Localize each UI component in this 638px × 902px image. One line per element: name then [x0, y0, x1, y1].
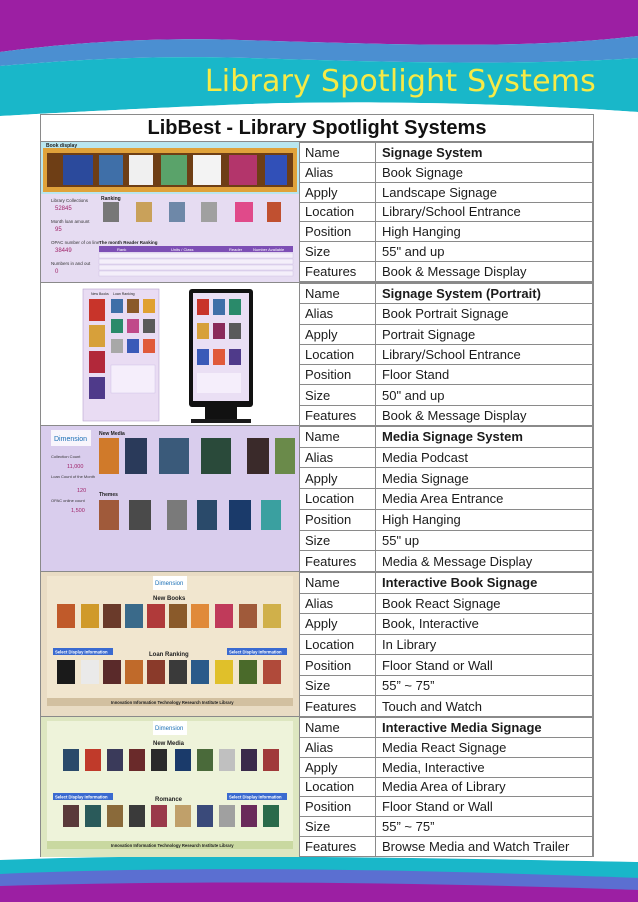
portrait-new-books-label: New Books [91, 292, 109, 296]
section-interactive-book-signage [41, 571, 593, 717]
spec-label: Alias [299, 737, 376, 757]
signage-portrait-image [41, 283, 300, 426]
media-collection-count-label: Collection Count [51, 454, 81, 459]
spec-label: Apply [299, 468, 376, 489]
media-collection-count-value: 11,000 [67, 464, 84, 470]
month-loan-label: Month loan amount [51, 219, 90, 224]
spec-value: Floor Stand [376, 365, 593, 385]
spec-label: Size [299, 242, 376, 262]
media-new-media-label: New Media [99, 431, 125, 437]
spec-value: Book React Signage [376, 593, 593, 614]
spec-value: 50" and up [376, 385, 593, 405]
reader-header-reader: Reader [229, 247, 243, 252]
spec-value: Media, Interactive [376, 757, 593, 777]
spec-value: Interactive Media Signage [376, 718, 593, 738]
media-opac-count-label: OPAC online count [51, 498, 85, 503]
spec-value: Media Podcast [376, 447, 593, 468]
spec-label: Apply [299, 182, 376, 202]
interactive-book-spec-table [299, 572, 593, 717]
spec-label: Name [299, 427, 376, 448]
spec-value: Landscape Signage [376, 182, 593, 202]
spec-label: Alias [299, 304, 376, 324]
spec-label: Name [299, 718, 376, 738]
media-themes-label: Themes [99, 492, 118, 498]
interactive-media-spec-table [299, 717, 593, 857]
signage-portrait-spec-table [299, 283, 593, 426]
spec-value: 55" up [376, 530, 593, 551]
signage-system-spec-table [299, 142, 593, 282]
spec-value: Library/School Entrance [376, 202, 593, 222]
spec-label: Size [299, 385, 376, 405]
footer-wave-background [0, 852, 638, 902]
spec-label: Apply [299, 614, 376, 635]
media-signage-spec-table [299, 426, 593, 572]
spec-label: Features [299, 696, 376, 717]
spec-label: Position [299, 365, 376, 385]
spec-value: Portrait Signage [376, 324, 593, 344]
spec-value: Book Signage [376, 162, 593, 182]
spec-sheet [40, 114, 594, 857]
spec-label: Name [299, 143, 376, 163]
spec-value: Signage System [376, 143, 593, 163]
spec-value: Media & Message Display [376, 551, 593, 572]
spec-value: 55” ~ 75” [376, 817, 593, 837]
interactive-media-image [41, 717, 300, 857]
portrait-loan-ranking-label: Loan Ranking [113, 292, 135, 296]
reader-ranking-title: The month Reader Ranking [99, 240, 158, 245]
interactive-book-image [41, 572, 300, 717]
spec-label: Location [299, 489, 376, 510]
media-react-new-media-label: New Media [153, 741, 185, 747]
spec-value: Book & Message Display [376, 405, 593, 425]
spec-value: Book Portrait Signage [376, 304, 593, 324]
spec-label: Location [299, 344, 376, 364]
spec-label: Location [299, 202, 376, 222]
book-select-info-left[interactable]: Select Display Information [55, 649, 108, 655]
spec-value: Library/School Entrance [376, 344, 593, 364]
spec-value: Book, Interactive [376, 614, 593, 635]
spec-label: Position [299, 222, 376, 242]
spec-label: Position [299, 655, 376, 676]
book-footer-institute: Innovation Information Technology Research Institute Library [111, 700, 234, 705]
spec-label: Alias [299, 162, 376, 182]
book-brand-logo: Dimension [155, 581, 184, 587]
section-signage-system [41, 142, 593, 282]
spec-label: Location [299, 777, 376, 797]
media-select-info-right[interactable]: Select Display Information [229, 794, 282, 800]
opac-online-label: OPAC number of on line [51, 240, 100, 245]
book-select-info-right[interactable]: Select Display Information [229, 649, 282, 655]
spec-value: Media Signage [376, 468, 593, 489]
spec-label: Position [299, 797, 376, 817]
reader-header-available: Number Available [253, 247, 285, 252]
spec-label: Features [299, 551, 376, 572]
spec-value: Interactive Book Signage [376, 573, 593, 594]
section-media-signage-system [41, 425, 593, 572]
library-collections-value: 52845 [55, 206, 72, 212]
spec-value: High Hanging [376, 509, 593, 530]
book-new-books-label: New Books [153, 596, 186, 602]
media-loan-count-label: Loan Count of the Month [51, 474, 96, 479]
spec-label: Size [299, 530, 376, 551]
media-brand-logo: Dimension [54, 436, 88, 443]
spec-value: High Hanging [376, 222, 593, 242]
media-opac-count-value: 1,500 [71, 508, 85, 514]
media-romance-label: Romance [155, 797, 183, 803]
opac-online-value: 38449 [55, 248, 72, 254]
spec-value: Media React Signage [376, 737, 593, 757]
media-footer-institute: Innovation Information Technology Research Institute Library [111, 843, 234, 848]
signage-system-image [41, 142, 300, 282]
spec-value: Media Area Entrance [376, 489, 593, 510]
spec-label: Position [299, 509, 376, 530]
sheet-title: LibBest - Library Spotlight Systems [41, 115, 593, 142]
spec-label: Apply [299, 324, 376, 344]
header-wave-background [0, 0, 638, 118]
page-title: Library Spotlight Systems [204, 64, 596, 99]
spec-value: Floor Stand or Wall [376, 655, 593, 676]
spec-label: Alias [299, 447, 376, 468]
spec-label: Alias [299, 593, 376, 614]
spec-value: Signage System (Portrait) [376, 284, 593, 304]
month-loan-value: 95 [55, 227, 62, 233]
media-select-info-left[interactable]: Select Display Information [55, 794, 108, 800]
spec-value: In Library [376, 634, 593, 655]
spec-value: 55" and up [376, 242, 593, 262]
media-loan-count-value: 120 [77, 488, 87, 494]
book-display-label: Book display [46, 143, 78, 149]
media-react-brand-logo: Dimension [155, 726, 184, 732]
spec-value: Media Signage System [376, 427, 593, 448]
spec-label: Features [299, 262, 376, 282]
spec-value: Floor Stand or Wall [376, 797, 593, 817]
media-signage-image [41, 426, 300, 572]
spec-value: Media Area of Library [376, 777, 593, 797]
spec-value: 55” ~ 75” [376, 675, 593, 696]
spec-value: Book & Message Display [376, 262, 593, 282]
spec-label: Features [299, 837, 376, 857]
section-signage-system-portrait [41, 282, 593, 426]
reader-header-units: Units / Class [171, 247, 194, 252]
spec-label: Apply [299, 757, 376, 777]
spec-label: Features [299, 405, 376, 425]
spec-label: Name [299, 284, 376, 304]
numbers-in-out-value: 0 [55, 269, 59, 275]
library-collections-label: Library Collections [51, 198, 89, 203]
numbers-in-out-label: Numbers in and out [51, 261, 91, 266]
spec-label: Size [299, 675, 376, 696]
spec-label: Location [299, 634, 376, 655]
spec-label: Size [299, 817, 376, 837]
ranking-label: Ranking [101, 196, 121, 202]
spec-label: Name [299, 573, 376, 594]
book-loan-ranking-label: Loan Ranking [149, 652, 189, 658]
reader-header-rank: Rank [117, 247, 127, 252]
section-interactive-media-signage [41, 716, 593, 857]
spec-value: Touch and Watch [376, 696, 593, 717]
spec-value: Browse Media and Watch Trailer [376, 837, 593, 857]
